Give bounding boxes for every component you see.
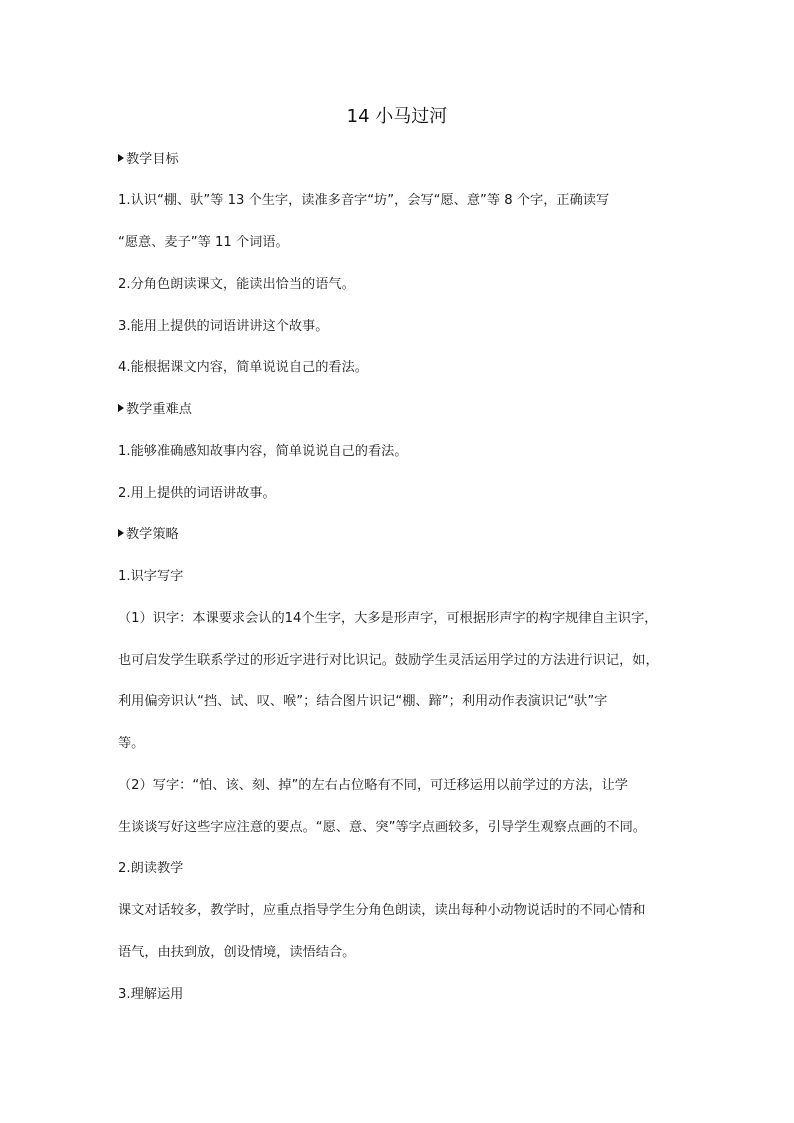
- strategy-subheading-1: 1.识字写字: [118, 569, 184, 584]
- goal-line-4: 4.能根据课文内容，简单说说自己的看法。: [118, 360, 368, 375]
- strategy-line: 语气，由扶到放，创设情境，读悟结合。: [118, 945, 356, 960]
- goal-line-1-cont: “愿意、麦子”等 11 个词语。: [118, 235, 289, 250]
- section-heading-label: 教学目标: [126, 152, 179, 167]
- goal-line-1: 1.认识“棚、驮”等 13 个生字，读准多音字“坊”，会写“愿、意”等 8 个字，正确读写: [118, 193, 610, 208]
- section-heading-strategy: [118, 525, 698, 545]
- strategy-subheading-2: 2.朗读教学: [118, 861, 184, 876]
- section-heading-label: 教学重难点: [126, 402, 192, 417]
- triangle-bullet-icon: [118, 154, 124, 162]
- section-heading-goals: [118, 150, 698, 170]
- key-point-line-1: 1.能够准确感知故事内容，简单说说自己的看法。: [118, 444, 408, 459]
- strategy-line: （1）识字：本课要求会认的14个生字，大多是形声字，可根据形声字的构字规律自主识字，: [118, 611, 658, 626]
- page-title: 14 小马过河: [346, 106, 448, 127]
- goal-line-2: 2.分角色朗读课文，能读出恰当的语气。: [118, 277, 355, 292]
- strategy-line: 课文对话较多，教学时，应重点指导学生分角色朗读，读出每种小动物说话时的不同心情和: [118, 903, 646, 918]
- strategy-line: 生谈谈写好这些字应注意的要点。“愿、意、突”等字点画较多，引导学生观察点画的不同。: [118, 820, 646, 835]
- strategy-line: 利用偏旁识认“挡、试、叹、喉”；结合图片识记“棚、蹄”；利用动作表演识记“驮”字: [118, 694, 608, 709]
- key-point-line-2: 2.用上提供的词语讲故事。: [118, 486, 276, 501]
- section-heading-label: 教学策略: [126, 527, 179, 542]
- strategy-line: （2）写字：“怕、该、刻、掉”的左右占位略有不同，可迁移运用以前学过的方法，让学: [118, 778, 628, 793]
- triangle-bullet-icon: [118, 404, 124, 412]
- section-heading-key-points: [118, 400, 698, 420]
- strategy-line: 等。: [118, 736, 145, 751]
- goal-line-3: 3.能用上提供的词语讲讲这个故事。: [118, 319, 329, 334]
- triangle-bullet-icon: [118, 529, 124, 537]
- strategy-subheading-3: 3.理解运用: [118, 987, 184, 1002]
- strategy-line: 也可启发学生联系学过的形近字进行对比识记。鼓励学生灵活运用学过的方法进行识记，如，: [118, 653, 659, 668]
